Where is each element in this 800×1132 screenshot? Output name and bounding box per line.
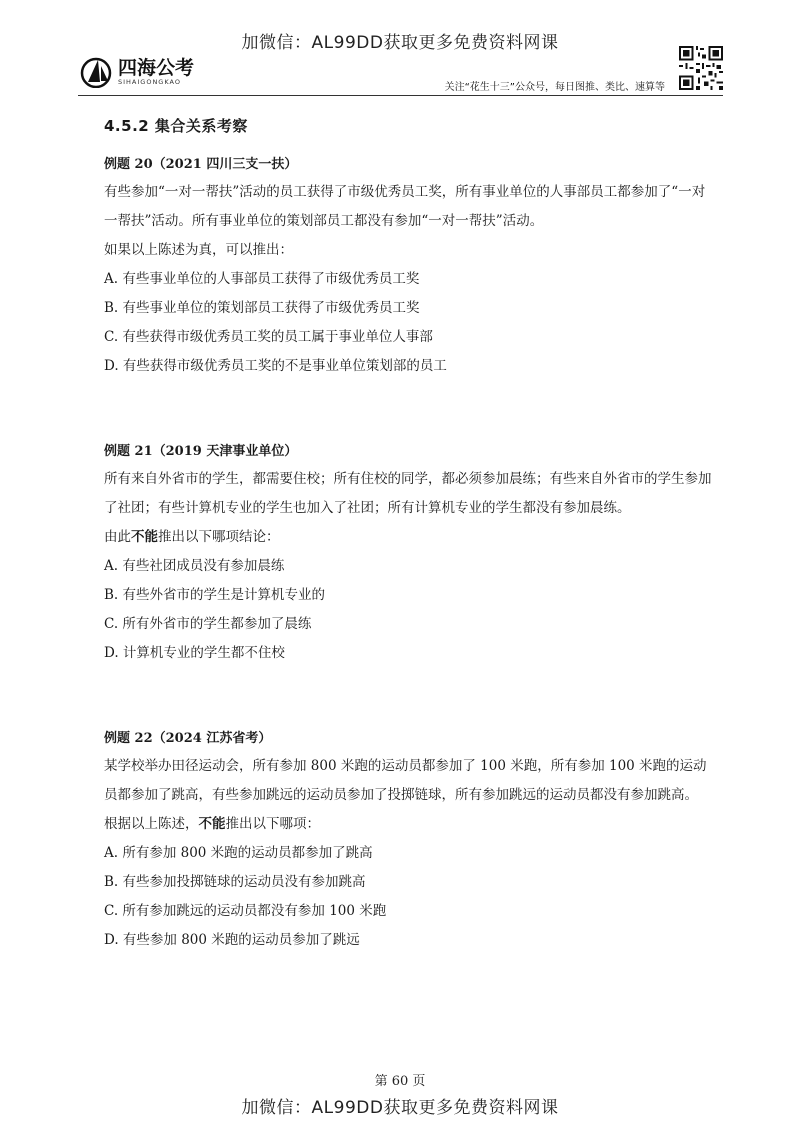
question-stem-text: 有些参加“一对一帮扶”活动的员工获得了市级优秀员工奖，所有事业单位的人事部员工都参加了“一对一帮扶”活动。所有事业单位的策划部员工都没有参加“一对一帮扶”活动。 (104, 184, 706, 229)
option-d: D. 有些获得市级优秀员工奖的不是事业单位策划部的员工 (104, 358, 447, 374)
option-a: A. 有些社团成员没有参加晨练 (104, 558, 285, 574)
page-content (104, 115, 714, 955)
question-title: 例题 22（2024 江苏省考） (104, 731, 272, 746)
top-wechat-banner: 加微信：AL99DD获取更多免费资料网课 (241, 33, 559, 53)
option-a: A. 有些事业单位的人事部员工获得了市级优秀员工奖 (104, 271, 420, 287)
option-b: B. 有些事业单位的策划部员工获得了市级优秀员工奖 (104, 300, 420, 316)
question-title: 例题 21（2019 天津事业单位） (104, 444, 298, 459)
sihai-logo (78, 56, 194, 88)
option-b: B. 有些参加投掷链球的运动员没有参加跳高 (104, 874, 366, 890)
question-stem: 所有来自外省市的学生，都需要住校；所有住校的同学，都必须参加晨练；有些来自外省市的学生参加了社团；有些计算机专业的学生也加入了社团；所有计算机专业的学生都没有参加晨练。 (104, 471, 712, 516)
sail-logo-icon (78, 56, 114, 88)
header-divider (78, 95, 723, 96)
page-number: 第 60 页 (374, 1074, 426, 1089)
option-a: A. 所有参加 800 米跑的运动员都参加了跳高 (104, 845, 373, 861)
prompt-text: 根据以上陈述， (104, 816, 199, 832)
page-header (78, 50, 723, 96)
option-b: B. 有些外省市的学生是计算机专业的 (104, 587, 326, 603)
option-c: C. 所有参加跳远的运动员都没有参加 100 米跑 (104, 903, 387, 919)
question-prompt (104, 523, 714, 552)
prompt-text: 由此 (104, 529, 131, 545)
qr-code-icon (679, 46, 723, 90)
question-20 (104, 153, 714, 381)
question-22 (104, 727, 714, 955)
logo-subtitle: SIHAIGONGKAO (118, 78, 181, 86)
prompt-bold: 不能 (131, 529, 158, 545)
question-stem (104, 178, 714, 236)
prompt-bold: 不能 (198, 816, 226, 832)
question-title: 例题 20（2021 四川三支一扶） (104, 157, 298, 172)
bottom-wechat-banner: 加微信：AL99DD获取更多免费资料网课 (241, 1098, 559, 1118)
question-stem: 某学校举办田径运动会，所有参加 800 米跑的运动员都参加了 100 米跑，所有参加 100 米跑的运动员都参加了跳高，有些参加跳远的运动员参加了投掷链球，所有参加跳远的运动员都没有参加跳高。 (104, 758, 707, 803)
question-21 (104, 440, 714, 668)
prompt-text: 如果以上陈述为真，可以推出： (104, 242, 293, 258)
option-d: D. 有些参加 800 米跑的运动员参加了跳远 (104, 932, 360, 948)
option-c: C. 有些获得市级优秀员工奖的员工属于事业单位人事部 (104, 329, 433, 345)
question-prompt (104, 236, 714, 265)
prompt-text-post: 推出以下哪项： (225, 816, 320, 832)
question-prompt (104, 810, 714, 839)
option-d: D. 计算机专业的学生都不住校 (104, 645, 285, 661)
logo-name: 四海公考 (118, 57, 195, 79)
prompt-text-post: 推出以下哪项结论： (158, 529, 280, 545)
option-c: C. 所有外省市的学生都参加了晨练 (104, 616, 312, 632)
section-title: 4.5.2 集合关系考察 (104, 117, 248, 135)
header-note: 关注“花生十三”公众号，每日图推、类比、速算等 (444, 82, 665, 93)
